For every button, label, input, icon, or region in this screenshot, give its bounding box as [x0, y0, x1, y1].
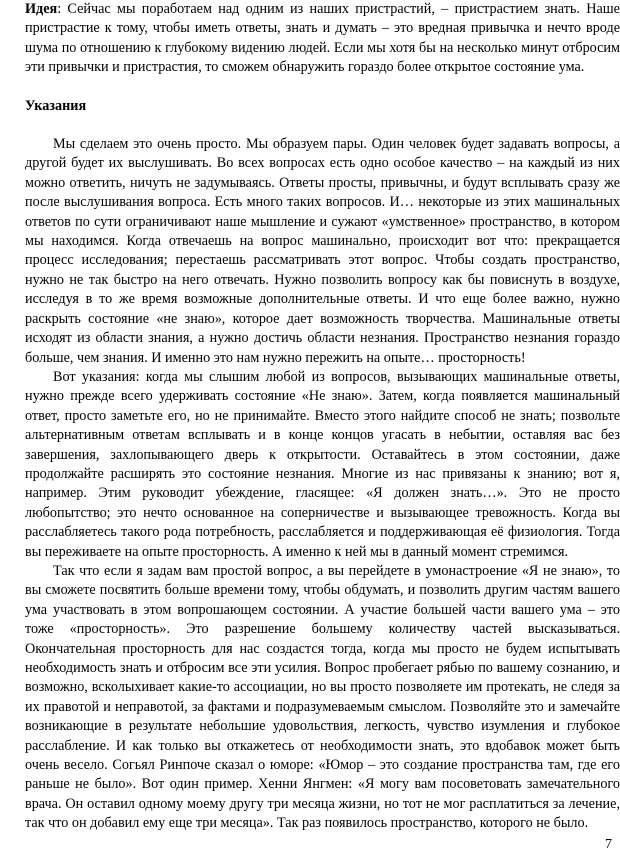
idea-paragraph — [25, 0, 620, 78]
page-number: 7 — [605, 837, 612, 852]
section-heading: Указания — [25, 97, 87, 114]
page-body — [25, 0, 620, 834]
body-paragraph-1: Мы сделаем это очень просто. Мы образуем пары. Один человек будет задавать вопросы, а другой будет их выслушивать. Во всех вопросах есть одно особое качество – на каждый из них можно ответить, ничуть не задумываясь. Ответы просты, привычны, и будут всплывать сразу же после выслушивания вопроса. Есть много таких вопросов. И… некоторые из этих машинальных ответов по сути ограничивают наше мышление и сужают «умственное» пространство, в котором мы находимся. Когда отвечаешь на вопрос машинально, происходит вот что: прекращается процесс исследования; перестаешь рассматривать этот вопрос. Чтобы создать пространство, нужно не так быстро на него отвечать. Нужно позволить вопросу как бы повиснуть в воздухе, исследуя в то же время возможные дополнительные ответы. И что еще более важно, нужно раскрыть состояние «не знаю», которое дает возможность творчества. Машинальные ответы исходят из области знания, а нужно достичь области незнания. Пространство незнания гораздо больше, чем знания. И именно это нам нужно пережить на опыте… просторность! — [25, 136, 620, 366]
body-paragraph-3: Так что если я задам вам простой вопрос, а вы перейдете в умонастроение «Я не знаю», то вы сможете посвятить больше времени тому, чтобы обдумать, и позволить другим частям вашего ума участвовать в этом вопрошающем состоянии. А участие большей части вашего ума – это тоже «просторность». Это разрешение большему количеству частей высказываться. Окончательная просторность для нас создастся тогда, когда мы просто не будем испытывать необходимость знать и отбросим все эти усилия. Вопрос пробегает рябью по вашему сознанию, и возможно, всколыхивает какие-то ассоциации, но вы просто позволяете им протекать, не следя за их правотой и неправотой, за фактами и подразумеваемым смыслом. Позволяйте это и замечайте возникающие в результате небольшие удовольствия, легкость, чувство изумления и глубокое расслабление. И как только вы откажетесь от необходимости знать, это вдобавок может быть очень весело. Согьял Ринпоче сказал о юморе: «Юмор – это создание пространства там, где его раньше не было». Вот один пример. Хенни Янгмен: «Я могу вам посоветовать замечательного врача. Он оставил одному моему другу три месяца жизни, но тот не мог расплатиться за лечение, так что он добавил ему еще три месяца». Так раз появилось пространство, которого не было. — [25, 562, 620, 832]
idea-text: : Сейчас мы поработаем над одним из наших пристрастий, – пристрастием знать. Наше пристрастие к тому, чтобы иметь ответы, знать и думать – это вредная привычка и нечто вроде шума по отношению к глубокому видению людей. Если мы хотя бы на несколько минут отбросим эти привычки и пристрастия, то сможем обнаружить гораздо более открытое состояние ума. — [25, 1, 620, 76]
idea-label: Идея — [25, 1, 58, 17]
body-paragraph-2: Вот указания: когда мы слышим любой из вопросов, вызывающих машинальные ответы, нужно прежде всего удерживать состояние «Не знаю». Затем, когда появляется машинальный ответ, просто заметьте его, но не принимайте. Вместо этого найдите способ не знать; позвольте альтернативным ответам всплывать и в конце концов угасать в небытии, оставляя вас без завершения, захлопывающего дверь к открытости. Оставайтесь в этом состоянии, даже продолжайте расширять это состояние незнания. Многие из нас привязаны к знанию; вот я, например. Этим руководит убеждение, гласящее: «Я должен знать…». Это не просто любопытство; это нечто основанное на соперничестве и вызывающее тревожность. Когда вы расслабляетесь такого рода потребность, расслабляется и поддерживающая её физиология. Тогда вы переживаете на опыте просторность. А именно к ней мы в данный момент стремимся. — [25, 368, 620, 560]
